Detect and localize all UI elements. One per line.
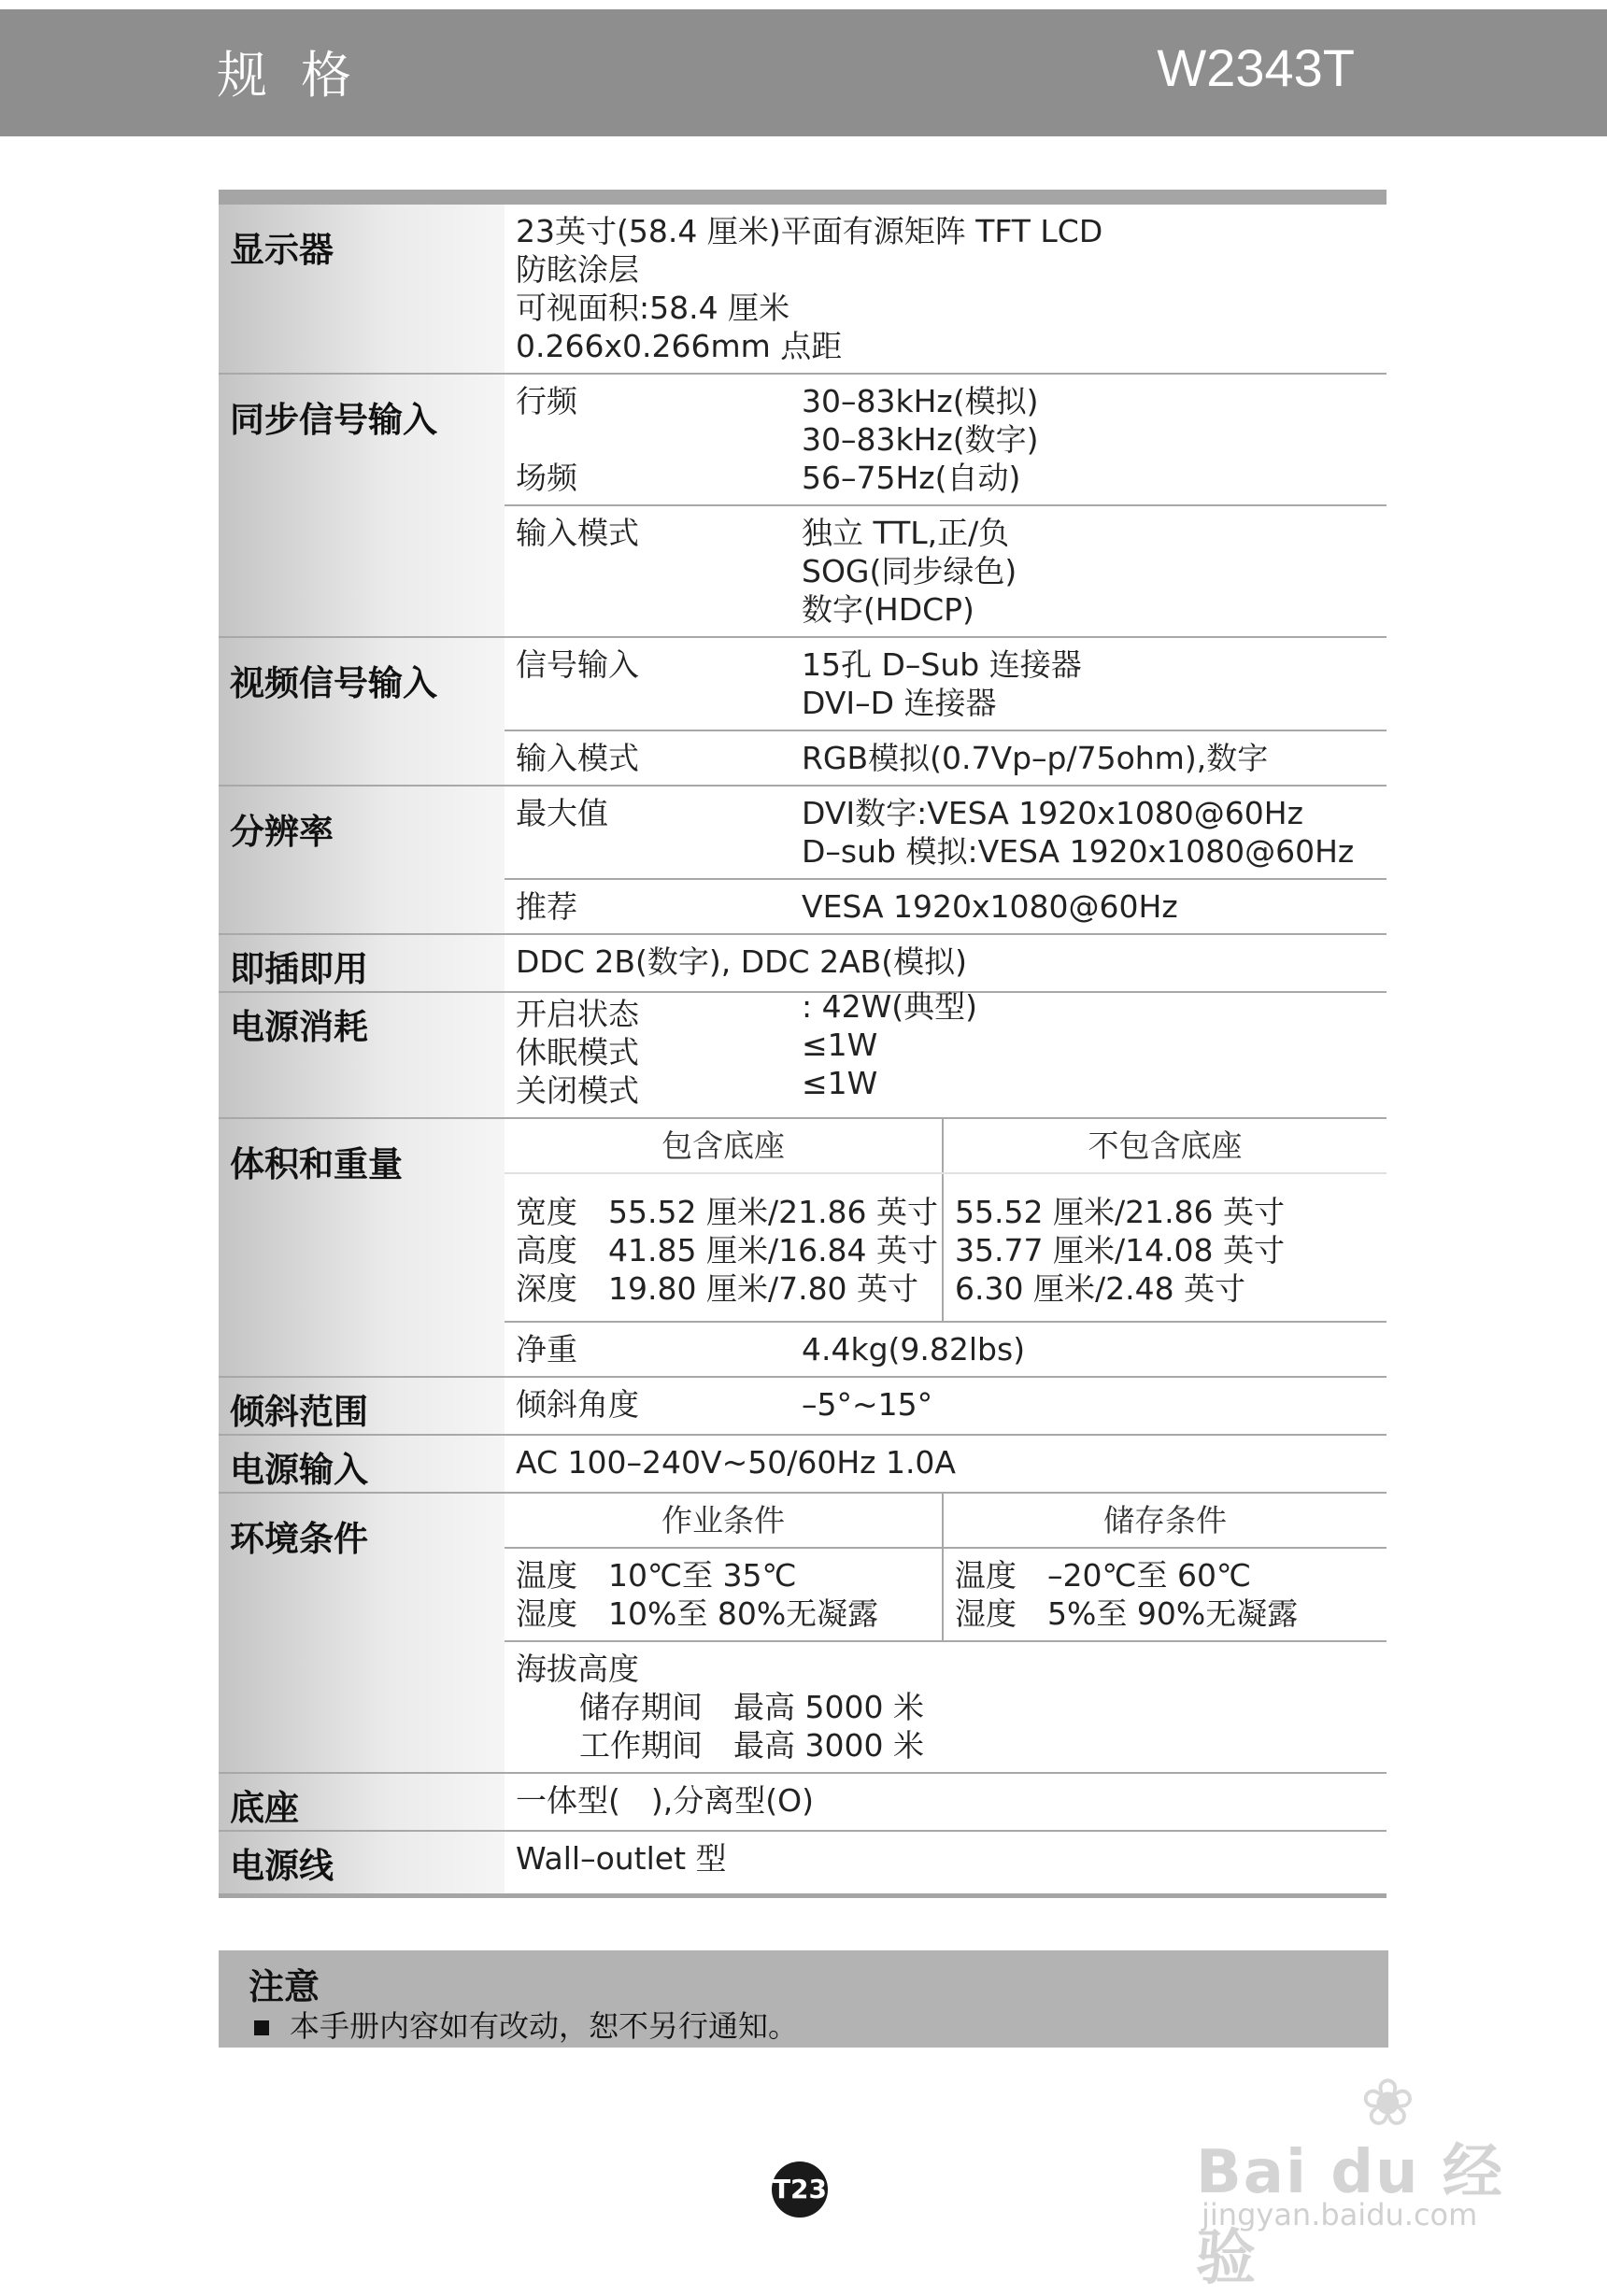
watermark-url: jingyan.baidu.com bbox=[1202, 2197, 1478, 2232]
h-freq-value: 30–83kHz(模拟) bbox=[802, 383, 1039, 419]
resolution-rec-key: 推荐 bbox=[516, 888, 577, 925]
row-label: 体积和重量 bbox=[219, 1119, 505, 1376]
video-mode-value: RGB模拟(0.7Vp–p/75ohm),数字 bbox=[802, 740, 1269, 776]
video-signal-key: 信号输入 bbox=[516, 646, 639, 683]
row-body bbox=[505, 787, 1387, 933]
power-state-value: : 42W(典型) bbox=[802, 988, 977, 1025]
altitude bbox=[505, 1642, 1387, 1772]
power-state-key: 关闭模式 bbox=[516, 1072, 639, 1109]
display-line: 可视面积:58.4 厘米 bbox=[516, 290, 790, 326]
h-freq-key: 行频 bbox=[516, 383, 577, 419]
tilt-key: 倾斜角度 bbox=[516, 1386, 639, 1423]
storage-condition: 温度 –20℃至 60℃ bbox=[955, 1557, 1252, 1594]
environment-values bbox=[505, 1549, 1387, 1642]
display-line: 防眩涂层 bbox=[516, 251, 639, 288]
power-state-value: ≤1W bbox=[802, 1027, 878, 1063]
v-freq-key: 场频 bbox=[516, 460, 577, 496]
video-signal-value: DVI–D 连接器 bbox=[802, 685, 997, 721]
dim-with-stand: 高度 41.85 厘米/16.84 英寸 bbox=[516, 1232, 939, 1268]
dim-without-stand: 35.77 厘米/14.08 英寸 bbox=[955, 1232, 1286, 1268]
power-states bbox=[505, 988, 1387, 1117]
sync-mode-key: 输入模式 bbox=[516, 515, 639, 551]
row-body bbox=[505, 1494, 1387, 1772]
row-label: 电源线 bbox=[219, 1832, 505, 1893]
model-number: W2343T bbox=[1157, 38, 1355, 97]
row-power-input bbox=[219, 1436, 1387, 1494]
storage-condition: 湿度 5%至 90%无凝露 bbox=[955, 1595, 1299, 1632]
col-operating: 作业条件 bbox=[505, 1494, 944, 1547]
operating-condition: 温度 10℃至 35℃ bbox=[516, 1557, 797, 1594]
resolution-rec-value: VESA 1920x1080@60Hz bbox=[802, 888, 1178, 925]
row-body bbox=[505, 988, 1387, 1117]
display-line: 0.266x0.266mm 点距 bbox=[516, 328, 843, 364]
row-label: 底座 bbox=[219, 1774, 505, 1830]
video-mode-key: 输入模式 bbox=[516, 740, 639, 776]
v-freq-value: 56–75Hz(自动) bbox=[802, 460, 1021, 496]
dimensions-values bbox=[505, 1174, 1387, 1323]
pnp-value: DDC 2B(数字), DDC 2AB(模拟) bbox=[516, 943, 968, 980]
dimensions-header bbox=[505, 1119, 1387, 1174]
tilt-value: –5°~15° bbox=[802, 1386, 933, 1423]
row-sync bbox=[219, 375, 1387, 638]
col-with-stand: 包含底座 bbox=[505, 1119, 944, 1172]
dim-without-stand: 55.52 厘米/21.86 英寸 bbox=[955, 1194, 1286, 1230]
row-stand bbox=[219, 1774, 1387, 1832]
row-dimensions bbox=[219, 1119, 1387, 1378]
video-mode bbox=[505, 731, 1387, 785]
video-signal-value: 15孔 D–Sub 连接器 bbox=[802, 646, 1082, 683]
row-label: 同步信号输入 bbox=[219, 375, 505, 636]
square-bullet-icon bbox=[254, 2020, 269, 2035]
row-resolution bbox=[219, 787, 1387, 935]
operating-condition: 湿度 10%至 80%无凝露 bbox=[516, 1595, 879, 1632]
row-body bbox=[505, 638, 1387, 785]
row-label: 环境条件 bbox=[219, 1494, 505, 1772]
sync-mode-value: SOG(同步绿色) bbox=[802, 553, 1017, 589]
row-label: 分辨率 bbox=[219, 787, 505, 933]
col-storage: 储存条件 bbox=[1103, 1502, 1227, 1538]
h-freq-value: 30–83kHz(数字) bbox=[802, 421, 1039, 458]
page-title: 规格 bbox=[217, 46, 385, 105]
sync-mode bbox=[505, 506, 1387, 636]
resolution-max-value: D–sub 模拟:VESA 1920x1080@60Hz bbox=[802, 833, 1355, 870]
row-power-consumption bbox=[219, 988, 1387, 1119]
row-body bbox=[505, 375, 1387, 636]
note-title: 注意 bbox=[249, 1966, 320, 2007]
row-environment bbox=[219, 1494, 1387, 1774]
row-plug-and-play bbox=[219, 935, 1387, 993]
row-label: 即插即用 bbox=[219, 935, 505, 991]
environment-header bbox=[505, 1494, 1387, 1549]
row-power-cord bbox=[219, 1832, 1387, 1893]
power-state-key: 休眠模式 bbox=[516, 1034, 639, 1070]
watermark bbox=[1196, 2064, 1504, 2293]
page-number: T23 bbox=[772, 2161, 828, 2218]
net-weight bbox=[505, 1323, 1387, 1376]
weight-key: 净重 bbox=[516, 1331, 577, 1368]
sync-frequency bbox=[505, 375, 1387, 506]
tilt-angle bbox=[505, 1378, 1387, 1431]
display-line: 23英寸(58.4 厘米)平面有源矩阵 TFT LCD bbox=[516, 213, 1103, 249]
note-box bbox=[219, 1950, 1388, 2048]
paw-icon: ❀ bbox=[1360, 2064, 1415, 2141]
altitude-line: 储存期间 最高 5000 米 bbox=[579, 1689, 924, 1725]
weight-value: 4.4kg(9.82lbs) bbox=[802, 1331, 1026, 1368]
dim-with-stand: 深度 19.80 厘米/7.80 英寸 bbox=[516, 1270, 919, 1307]
spec-table bbox=[219, 190, 1387, 1898]
row-display bbox=[219, 205, 1387, 375]
row-label: 倾斜范围 bbox=[219, 1378, 505, 1434]
row-video bbox=[219, 638, 1387, 787]
cord-value: Wall–outlet 型 bbox=[516, 1840, 727, 1877]
row-label: 显示器 bbox=[219, 205, 505, 373]
watermark-brand: Bai du 经验 bbox=[1196, 2138, 1504, 2293]
sync-mode-value: 独立 TTL,正/负 bbox=[802, 515, 1010, 551]
row-tilt bbox=[219, 1378, 1387, 1436]
altitude-title: 海拔高度 bbox=[516, 1651, 639, 1687]
power-state-value: ≤1W bbox=[802, 1065, 878, 1101]
note-text: 本手册内容如有改动，恕不另行通知。 bbox=[290, 2008, 799, 2044]
row-body bbox=[505, 1378, 1387, 1434]
power-input-value: AC 100–240V~50/60Hz 1.0A bbox=[516, 1444, 957, 1481]
col-without-stand: 不包含底座 bbox=[1088, 1127, 1243, 1164]
sync-mode-value: 数字(HDCP) bbox=[802, 591, 974, 628]
power-state-key: 开启状态 bbox=[516, 996, 639, 1032]
video-signal bbox=[505, 638, 1387, 731]
resolution-max-key: 最大值 bbox=[516, 795, 608, 831]
row-label: 电源输入 bbox=[219, 1436, 505, 1492]
row-label: 视频信号输入 bbox=[219, 638, 505, 785]
dim-without-stand: 6.30 厘米/2.48 英寸 bbox=[955, 1270, 1246, 1307]
altitude-line: 工作期间 最高 3000 米 bbox=[579, 1727, 924, 1764]
stand-value: 一体型( ),分离型(O) bbox=[516, 1782, 814, 1819]
dim-with-stand: 宽度 55.52 厘米/21.86 英寸 bbox=[516, 1194, 939, 1230]
resolution-max bbox=[505, 787, 1387, 880]
resolution-max-value: DVI数字:VESA 1920x1080@60Hz bbox=[802, 795, 1303, 831]
row-body bbox=[505, 1119, 1387, 1376]
page-header bbox=[0, 9, 1607, 136]
resolution-recommended bbox=[505, 880, 1387, 933]
row-body bbox=[505, 205, 1387, 373]
row-label: 电源消耗 bbox=[219, 993, 505, 1117]
